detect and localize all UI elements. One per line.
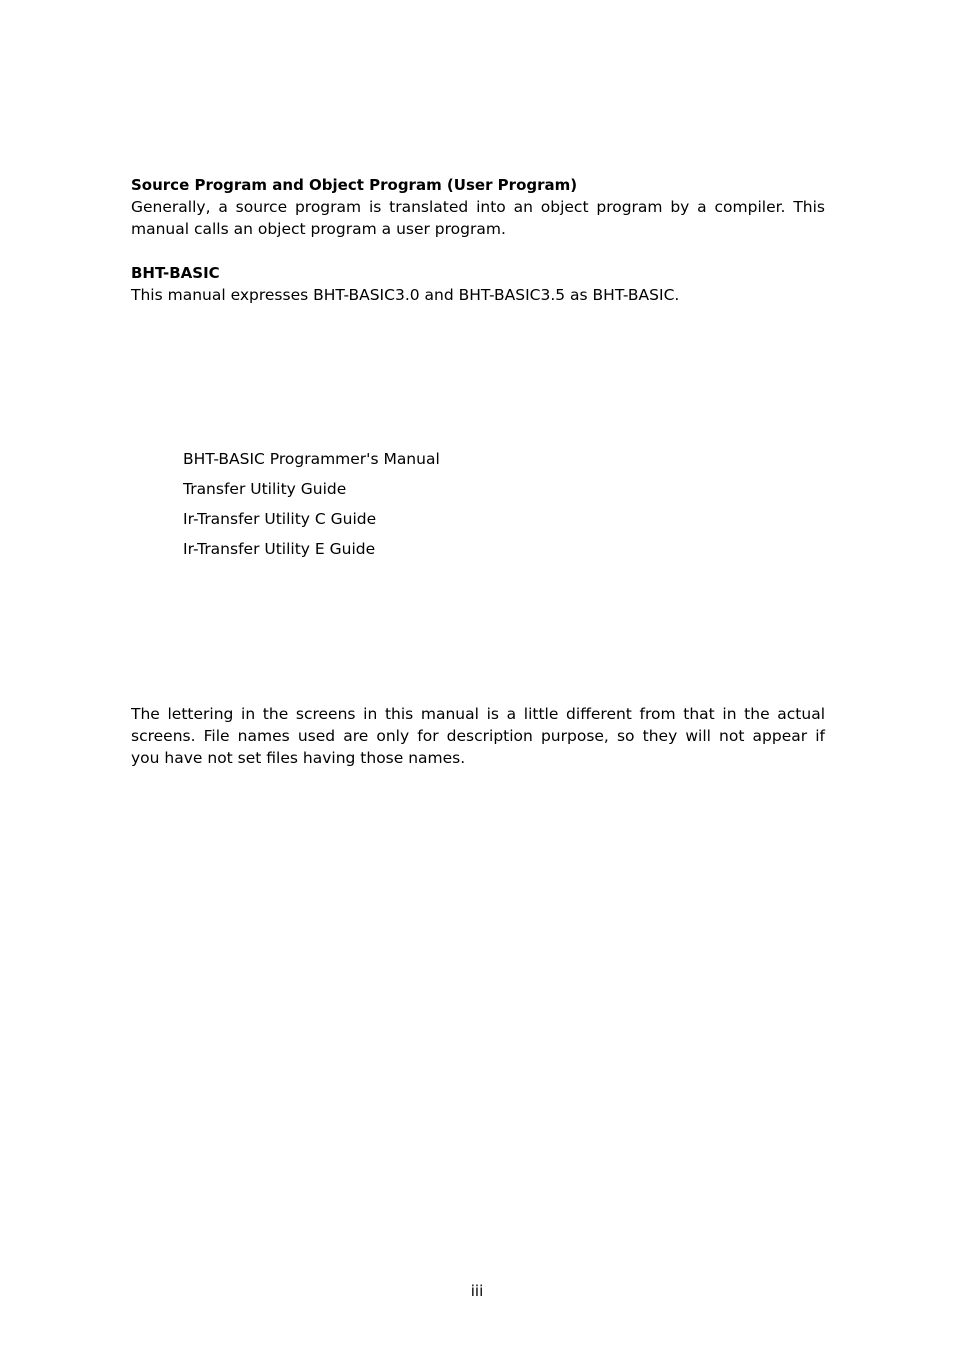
term-heading: BHT-BASIC: [131, 264, 220, 282]
page-number: iii: [470, 1282, 484, 1300]
paragraph-line: screens. File names used are only for description purpose, so they will not appear if: [131, 727, 825, 745]
screen-notes-paragraph: [131, 703, 825, 769]
term-source-object-program: [131, 174, 825, 240]
list-item: Ir-Transfer Utility C Guide: [183, 510, 377, 528]
term-heading: Source Program and Object Program (User Program): [131, 176, 578, 194]
paragraph-line: The lettering in the screens in this manual is a little different from that in the actual: [131, 705, 825, 723]
term-definition-line: This manual expresses BHT-BASIC3.0 and BHT-BASIC3.5 as BHT-BASIC.: [131, 286, 680, 304]
list-item: Transfer Utility Guide: [183, 480, 347, 498]
paragraph-line: you have not set files having those names.: [131, 749, 466, 767]
term-definition-line: manual calls an object program a user program.: [131, 220, 506, 238]
list-item: BHT-BASIC Programmer's Manual: [183, 450, 440, 468]
term-definition-line: Generally, a source program is translated into an object program by a compiler. This: [131, 198, 825, 216]
list-item: Ir-Transfer Utility E Guide: [183, 540, 376, 558]
related-manuals-list: [183, 448, 440, 568]
term-bht-basic: [131, 262, 825, 306]
